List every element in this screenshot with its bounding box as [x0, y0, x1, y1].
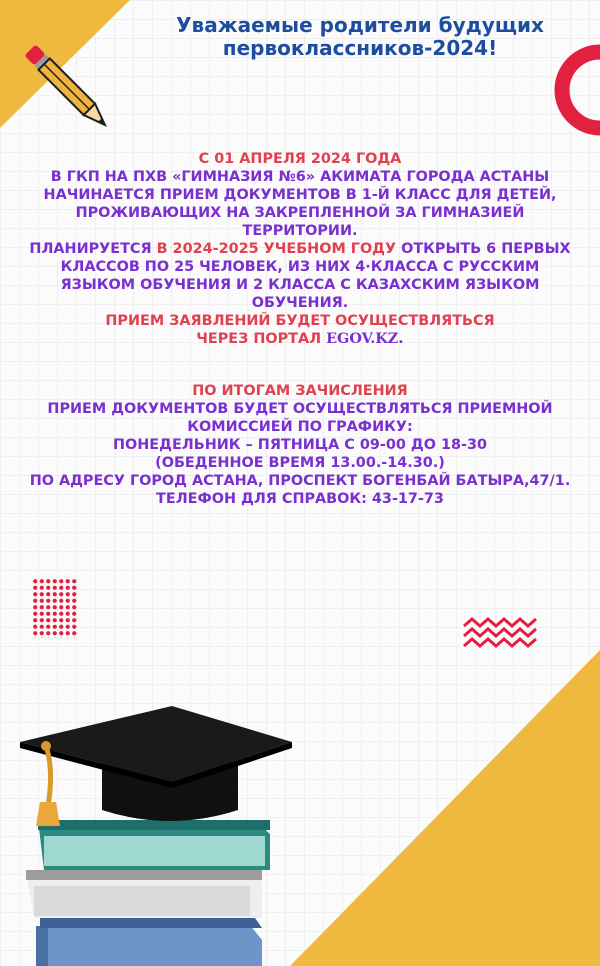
title-line-1: Уважаемые родители будущих — [176, 13, 544, 37]
portal-site: EGOV.KZ — [326, 330, 399, 347]
plan-line-2: КЛАССОВ ПО 25 ЧЕЛОВЕК, ИЗ НИХ 4·КЛАССА С РУССКИМ — [60, 259, 540, 275]
admission-line-3: ПРОЖИВАЮЩИХ НА ЗАКРЕПЛЕННОЙ ЗА ГИМНАЗИЕЙ — [75, 205, 525, 221]
enrollment-line-5: ПО АДРЕСУ ГОРОД АСТАНА, ПРОСПЕКТ БОГЕНБАЙ БАТЫРА,47/1. — [29, 473, 571, 489]
portal-line — [0, 330, 600, 348]
plan-suffix: ОТКРЫТЬ 6 ПЕРВЫХ — [396, 241, 571, 257]
plan-line-4: ОБУЧЕНИЯ. — [251, 295, 349, 311]
portal-prefix: ЧЕРЕЗ ПОРТАЛ — [196, 331, 327, 347]
admission-line-2: НАЧИНАЕТСЯ ПРИЕМ ДОКУМЕНТОВ В 1-Й КЛАСС ДЛЯ ДЕТЕЙ, — [43, 187, 557, 203]
page-title — [150, 14, 570, 60]
admission-line-4: ТЕРРИТОРИИ. — [242, 223, 358, 239]
plan-line — [0, 240, 600, 258]
corner-triangle-bottom-right — [290, 650, 600, 966]
enrollment-block — [0, 382, 600, 508]
enrollment-line-6: ТЕЛЕФОН ДЛЯ СПРАВОК: 43-17-73 — [156, 491, 444, 507]
enrollment-line-4: (ОБЕДЕННОЕ ВРЕМЯ 13.00.-14.30.) — [155, 455, 445, 471]
portal-suffix: . — [398, 331, 404, 347]
graduation-cap-icon — [10, 702, 300, 830]
admission-line-1: В ГКП НА ПХВ «ГИМНАЗИЯ №6» АКИМАТА ГОРОДА АСТАНЫ — [50, 169, 550, 185]
applications-line: ПРИЕМ ЗАЯВЛЕНИЙ БУДЕТ ОСУЩЕСТВЛЯТЬСЯ — [105, 313, 495, 329]
plan-prefix: ПЛАНИРУЕТСЯ — [29, 241, 157, 257]
enrollment-line-2: КОМИССИЕЙ ПО ГРАФИКУ: — [187, 419, 413, 435]
enrollment-line-1: ПРИЕМ ДОКУМЕНТОВ БУДЕТ ОСУЩЕСТВЛЯТЬСЯ ПРИЕМНОЙ — [47, 401, 553, 417]
enrollment-line-3: ПОНЕДЕЛЬНИК – ПЯТНИЦА С 09-00 ДО 18-30 — [112, 437, 487, 453]
date-line: С 01 АПРЕЛЯ 2024 ГОДА — [198, 151, 402, 167]
plan-line-3: ЯЗЫКОМ ОБУЧЕНИЯ И 2 КЛАССА С КАЗАХСКИМ ЯЗЫКОМ — [60, 277, 540, 293]
pencil-icon — [18, 38, 124, 144]
announcement-block — [0, 150, 600, 348]
plan-year: В 2024-2025 УЧЕБНОМ ГОДУ — [156, 241, 397, 257]
enrollment-heading: ПО ИТОГАМ ЗАЧИСЛЕНИЯ — [192, 383, 408, 399]
red-zigzag-lines — [462, 616, 542, 652]
title-line-2: первоклассников-2024! — [222, 36, 498, 60]
red-dot-grid — [32, 578, 77, 638]
